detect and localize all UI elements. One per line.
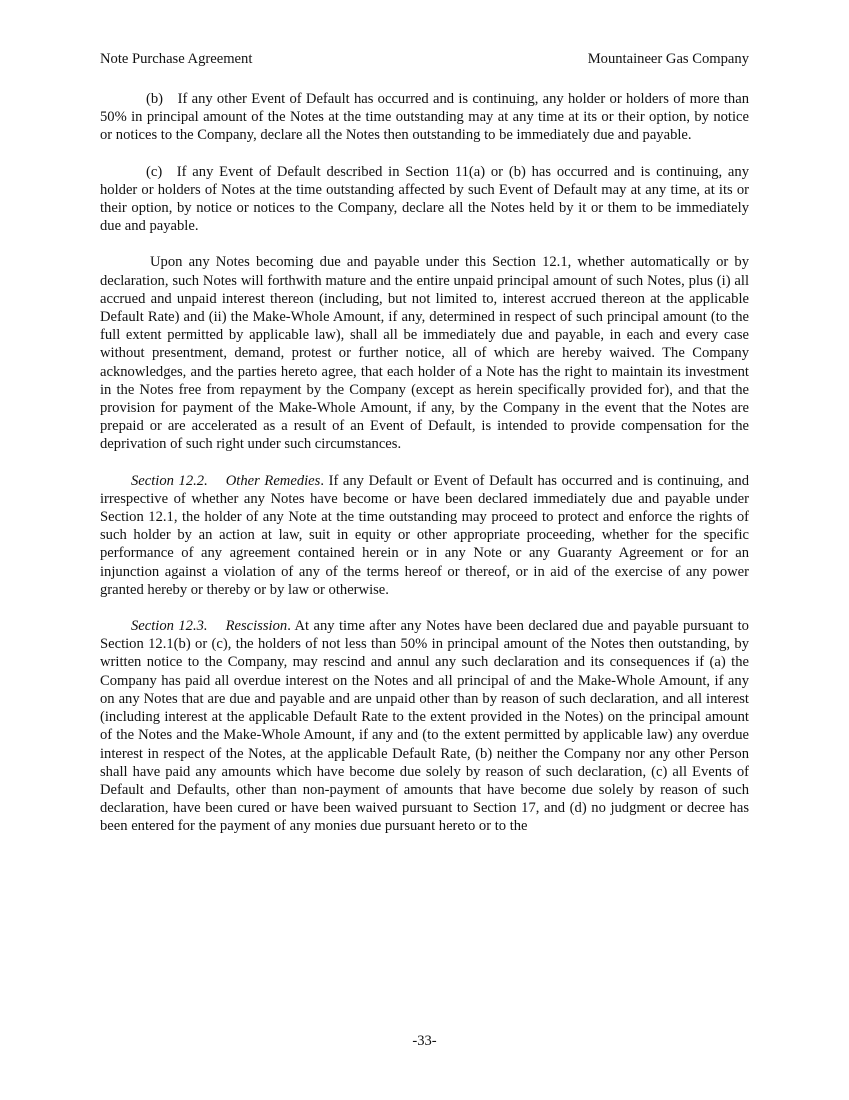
section-12-2-number: Section 12.2. xyxy=(131,472,208,489)
paragraph-acceleration-effect: Upon any Notes becoming due and payable under this Section 12.1, whether automatically or by declaration, such Notes will forthwith mature and the entire unpaid principal amount of such Notes, plus (i) all accrued and unpaid interest thereon (including, but not limited to, interest accrued thereon at the applicable Default Rate) and (ii) the Make-Whole Amount, if any, determined in respect of such principal amount (to the full extent permitted by applicable law), shall all be immediately due and payable, in each and every case without presentment, demand, protest or further notice, all of which are hereby waived. The Company acknowledges, and the parties hereto agree, that each holder of a Note has the right to maintain its investment in the Notes free from repayment by the Company (except as herein specifically provided for), and that the provision for payment of the Make-Whole Amount, if any, by the Company in the event that the Notes are prepaid or are accelerated as a result of an Event of Default, is intended to provide compensation for the deprivation of such right under such circumstances. xyxy=(100,254,749,453)
section-12-2-body: . If any Default or Event of Default has occurred and is continuing, and irrespective of whether any Notes have become or have been declared immediately due and payable under Section 12.1, the holder of any Note at the time outstanding may proceed to protect and enforce the rights of such holder by an action at law, suit in equity or other appropriate proceeding, whether for the specific performance of any agreement contained herein or in any Note or any Guaranty Agreement or for an injunction against a violation of any of the terms hereof or thereof, or in aid of the exercise of any power granted hereby or thereby or by law or otherwise. xyxy=(100,472,749,598)
paragraph-12-1-b: (b) If any other Event of Default has occurred and is continuing, any holder or holders of more than 50% in principal amount of the Notes at the time outstanding may at any time at its or their option, by notice or notices to the Company, declare all the Notes then outstanding to be immediately due and payable. xyxy=(100,91,749,144)
document-page xyxy=(100,50,749,854)
section-12-2-heading: Other Remedies xyxy=(225,472,321,489)
paragraph-12-1-c: (c) If any Event of Default described in Section 11(a) or (b) has occurred and is continuing, any holder or holders of Notes at the time outstanding affected by such Event of Default may at any time, at its or their option, by notice or notices to the Company, declare all the Notes held by it or them to be immediately due and payable. xyxy=(100,163,749,235)
running-header xyxy=(100,50,749,68)
header-company-name: Mountaineer Gas Company xyxy=(587,51,749,67)
section-12-3-heading: Rescission xyxy=(225,618,288,635)
section-12-3-paragraph xyxy=(100,617,749,835)
section-12-2-paragraph xyxy=(100,472,749,599)
header-document-title: Note Purchase Agreement xyxy=(100,51,253,67)
section-12-3-number: Section 12.3. xyxy=(131,618,208,635)
page-number: -33- xyxy=(412,1033,437,1049)
section-12-3-body: . At any time after any Notes have been declared due and payable pursuant to Section 12.1(b) or (c), the holders of not less than 50% in principal amount of the Notes then outstanding, by written notice to the Company, may rescind and annul any such declaration and its consequences if (a) the Company has paid all overdue interest on the Notes and all principal of and the Make-Whole Amount, if any on any Notes that are due and payable and are unpaid other than by reason of such declaration, and all interest (including interest at the applicable Default Rate to the extent provided in the Notes) on the principal amount of the Notes and the Make-Whole Amount, if any and (to the extent permitted by applicable law) any overdue interest in respect of the Notes, at the applicable Default Rate, (b) neither the Company nor any other Person shall have paid any amounts which have become due solely by reason of such declaration, (c) all Events of Default and Defaults, other than non-payment of amounts that have become due solely by reason of such declaration, have been cured or have been waived pursuant to Section 17, and (d) no judgment or decree has been entered for the payment of any monies due pursuant hereto or to the xyxy=(100,618,749,835)
